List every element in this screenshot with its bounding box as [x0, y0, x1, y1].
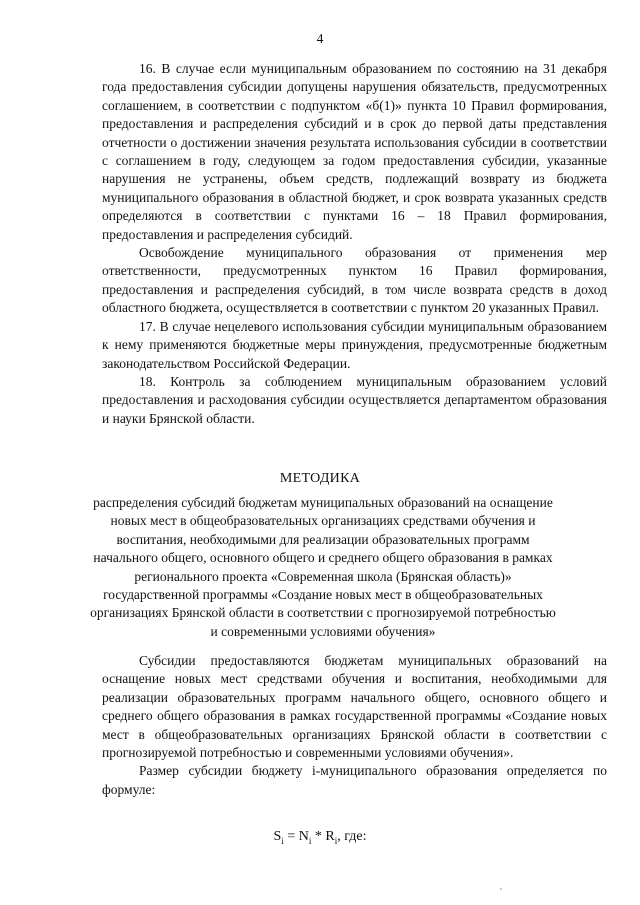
- paragraph-16: 16. В случае если муниципальным образованием по состоянию на 31 декабря года предоставления субсидии допущены нарушения обязательств, предусмотренных соглашением, в соответствии с подпунктом «б(1)» пункта 10 Правил формирования, предоставления и распределения субсидий и в срок до первой даты представления отчетности о достижении значения результата использования субсидии в соответствии с соглашением в году, следующем за годом предоставления субсидии, указанные нарушения не устранены, объем средств, подлежащий возврату из бюджета муниципального образования в областной бюджет, и срок возврата указанных средств определяются в соответствии с пунктами 16 – 18 Правил формирования, предоставления и распределения субсидий.: [102, 61, 607, 242]
- section-title: МЕТОДИКА: [279, 471, 361, 486]
- formula-r-index: i: [334, 835, 338, 846]
- formula-mul: *: [311, 829, 326, 844]
- formula-s: S: [273, 829, 282, 844]
- regulation-text: [102, 60, 607, 428]
- formula-eq: =: [283, 829, 299, 844]
- page-number: 4: [316, 31, 324, 46]
- subsidy-formula: [0, 829, 640, 846]
- formula-n: N: [298, 829, 309, 844]
- formula-r: R: [325, 829, 335, 844]
- formula-tail: , где:: [337, 829, 367, 844]
- formula-s-index: i: [281, 835, 284, 846]
- methodology-text: [102, 652, 607, 799]
- paragraph-17: 17. В случае нецелевого использования субсидии муниципальным образованием к нему применяются бюджетные меры принуждения, предусмотренные бюджетным законодательством Российской Федерации.: [102, 318, 607, 371]
- scan-speck: [500, 888, 502, 890]
- section-subtitle: распределения субсидий бюджетам муниципальных образований на оснащение новых мест в общеобразовательных организациях средствами обучения и воспитания, необходимыми для реализации образовательных программ начального общего, основного общего и среднего общего образования в рамках регионального проекта «Современная школа (Брянская область)» государственной программы «Создание новых мест в общеобразовательных организациях Брянской области в соответствии с прогнозируемой потребностью и современными условиями обучения»: [90, 495, 556, 639]
- paragraph-formula-intro: Размер субсидии бюджету i-муниципального образования определяется по формуле:: [102, 763, 607, 797]
- paragraph-18: 18. Контроль за соблюдением муниципальным образованием условий предоставления и расходования субсидии осуществляется департаментом образования и науки Брянской области.: [102, 373, 607, 426]
- paragraph-subsidy-purpose: Субсидии предоставляются бюджетам муниципальных образований на оснащение новых мест средствами обучения и воспитания, необходимыми для реализации образовательных программ начального общего, основного общего и среднего общего образования в рамках государственной программы «Создание новых мест в общеобразовательных организациях Брянской области в соответствии с прогнозируемой потребностью и современными условиями обучения».: [102, 653, 607, 761]
- paragraph-exemption: Освобождение муниципального образования от применения мер ответственности, предусмотренных пунктом 16 Правил формирования, предоставления и распределения субсидий, в том числе возврата средств в доход областного бюджета, осуществляется в соответствии с пунктом 20 указанных Правил.: [102, 245, 607, 316]
- formula-n-index: i: [308, 835, 312, 846]
